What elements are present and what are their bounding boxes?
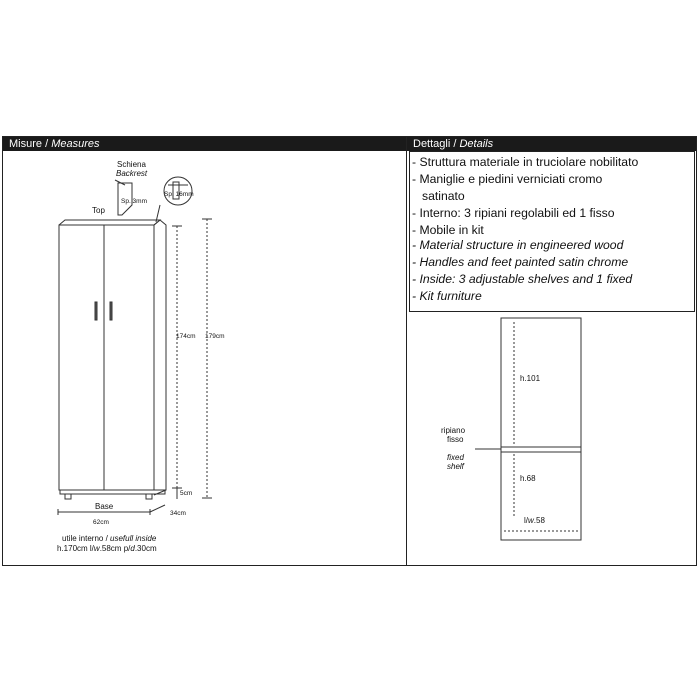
wardrobe-top-edge xyxy=(59,220,160,225)
interior-outline xyxy=(501,318,581,540)
height-5-label: 5cm xyxy=(180,490,193,497)
detail-line: - Kit furniture xyxy=(412,289,482,303)
inside-dimensions: h.170cm l/w.58cm p/d.30cm xyxy=(57,544,157,553)
detail-line: - Struttura materiale in truciolare nobilitato xyxy=(412,155,639,169)
details-header: Dettagli / Details xyxy=(407,137,696,151)
detail-line: - Interno: 3 ripiani regolabili ed 1 fisso xyxy=(412,206,615,220)
wardrobe-side xyxy=(154,220,166,495)
interior-h101-label: h.101 xyxy=(520,374,541,383)
height-179-label: 179cm xyxy=(205,333,225,340)
interior-w58-label: l/w.58 xyxy=(524,516,545,525)
detail-line: - Material structure in engineered wood xyxy=(412,238,624,252)
sp-3mm-label: Sp. 3mm xyxy=(121,198,148,205)
fisso-label: fisso xyxy=(447,435,464,444)
wardrobe-plinth xyxy=(60,490,165,494)
fixed-label: fixed xyxy=(447,453,464,462)
schiena-label: Schiena xyxy=(117,160,146,169)
depth-34-label: 34cm xyxy=(170,510,186,517)
inside-label: utile interno / usefull inside xyxy=(62,534,157,543)
handle-left xyxy=(95,302,97,320)
shelf-label: shelf xyxy=(447,462,464,471)
interior-h68-label: h.68 xyxy=(520,474,536,483)
foot-left xyxy=(65,494,71,499)
detail-line: - Handles and feet painted satin chrome xyxy=(412,255,629,269)
detail-line: - Inside: 3 adjustable shelves and 1 fixed xyxy=(412,272,633,286)
detail-line: satinato xyxy=(422,189,465,203)
ripiano-label: ripiano xyxy=(441,426,466,435)
dim-34 xyxy=(150,505,165,512)
top-label: Top xyxy=(92,206,105,215)
wardrobe-outline xyxy=(59,225,154,490)
foot-right xyxy=(146,494,152,499)
width-62-label: 62cm xyxy=(93,519,109,526)
handle-right xyxy=(110,302,112,320)
detail-line: - Mobile in kit xyxy=(412,223,484,237)
base-label: Base xyxy=(95,502,114,511)
sp-16mm-label: Sp. 16mm xyxy=(164,191,194,198)
height-174-label: 174cm xyxy=(176,333,196,340)
backrest-label: Backrest xyxy=(116,169,148,178)
detail-line: - Maniglie e piedini verniciati cromo xyxy=(412,172,603,186)
measures-header: Misure / Measures xyxy=(3,137,406,151)
